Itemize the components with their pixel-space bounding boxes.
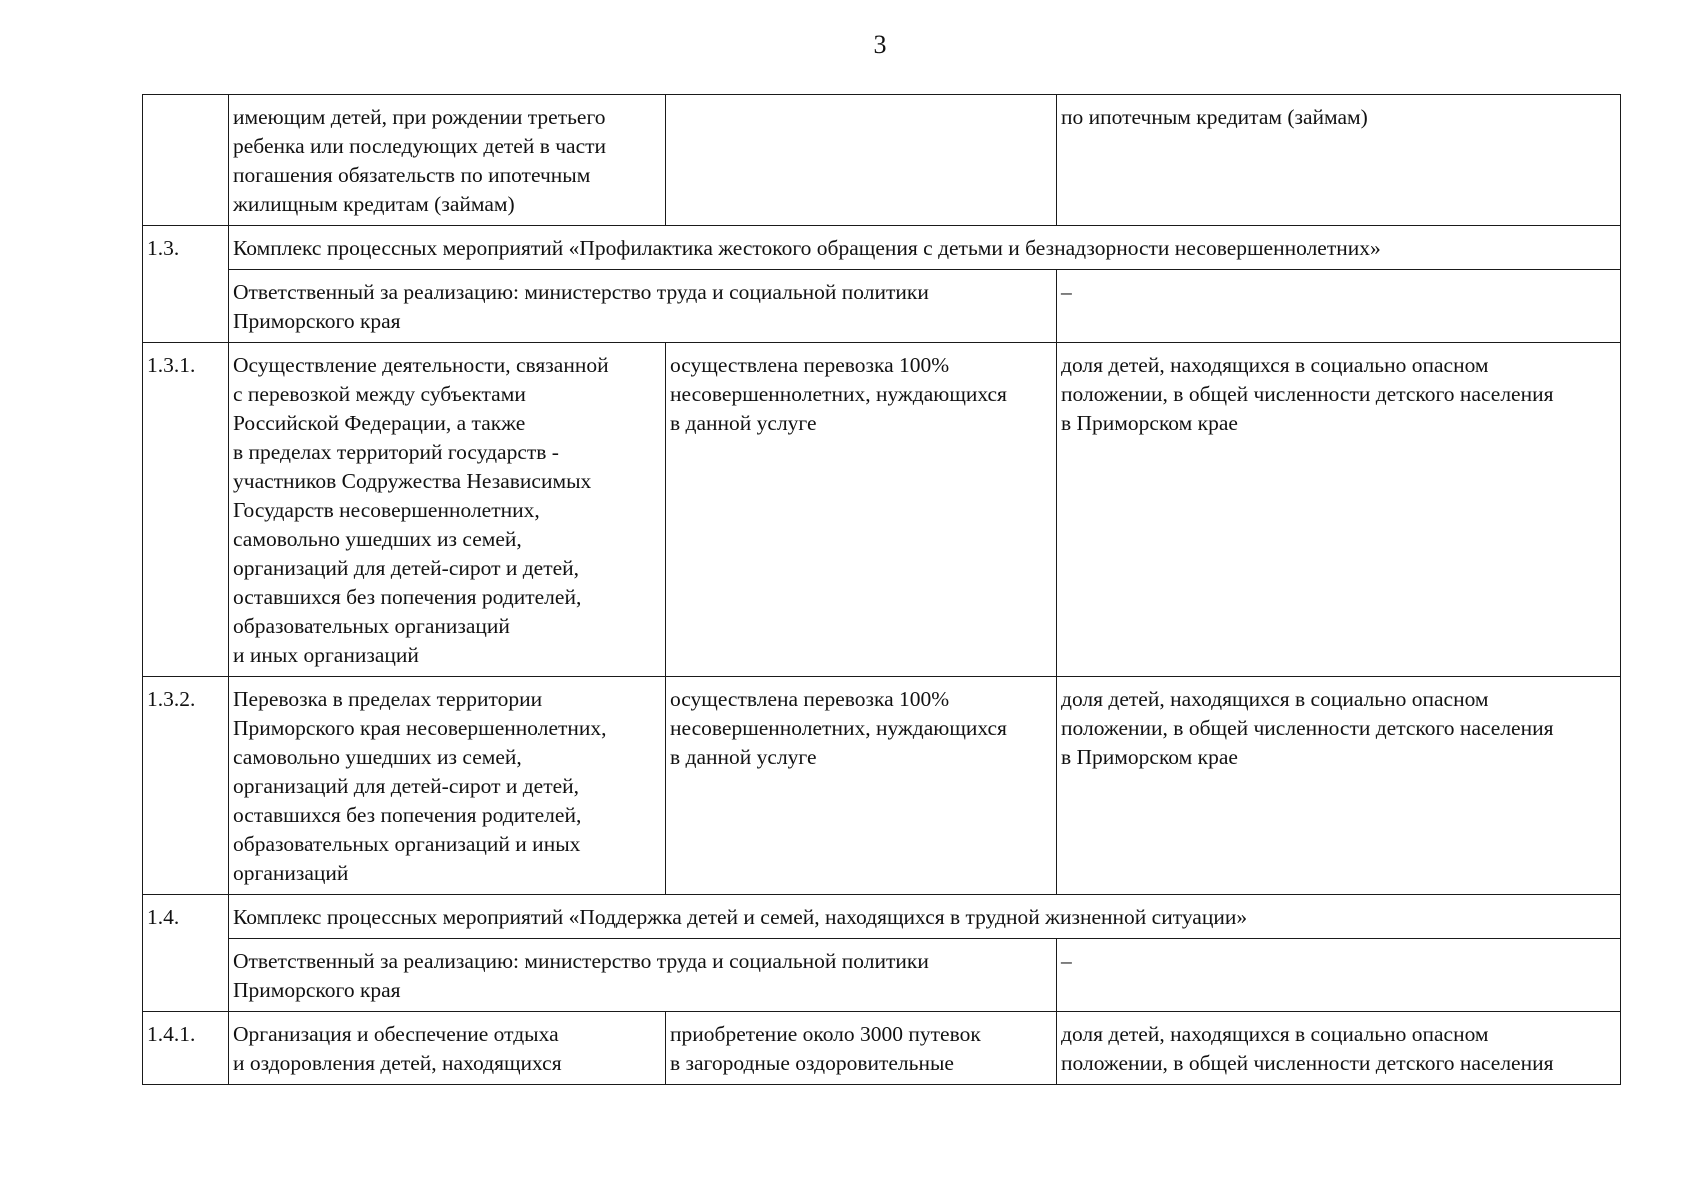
responsible-row bbox=[143, 270, 1621, 343]
task-cell: имеющим детей, при рождении третьего ребенка или последующих детей в части погашения обязательств по ипотечным жилищным кредитам (займам) bbox=[229, 95, 666, 226]
responsible-cell: Ответственный за реализацию: министерство труда и социальной политики Приморского края bbox=[229, 939, 1057, 1012]
section-row bbox=[143, 895, 1621, 939]
section-number: 1.4. bbox=[143, 895, 229, 1012]
indicator-cell: по ипотечным кредитам (займам) bbox=[1057, 95, 1621, 226]
indicator-cell: доля детей, находящихся в социально опасном положении, в общей численности детского населения в Приморском крае bbox=[1057, 343, 1621, 677]
program-table bbox=[142, 94, 1621, 1085]
task-cell: Перевозка в пределах территории Приморского края несовершеннолетних, самовольно ушедших из семей, организаций для детей-сирот и детей, оставшихся без попечения родителей, образовательных организаций и иных организаций bbox=[229, 677, 666, 895]
row-number bbox=[143, 95, 229, 226]
section-title: Комплекс процессных мероприятий «Профилактика жестокого обращения с детьми и безнадзорности несовершеннолетних» bbox=[229, 226, 1621, 270]
result-cell bbox=[666, 95, 1057, 226]
section-title: Комплекс процессных мероприятий «Поддержка детей и семей, находящихся в трудной жизненной ситуации» bbox=[229, 895, 1621, 939]
responsible-row bbox=[143, 939, 1621, 1012]
task-cell: Осуществление деятельности, связанной с перевозкой между субъектами Российской Федерации, а также в пределах территорий государств - участников Содружества Независимых Государств несовершеннолетних, самовольно ушедших из семей, организаций для детей-сирот и детей, оставшихся без попечения родителей, образовательных организаций и иных организаций bbox=[229, 343, 666, 677]
responsible-cell: Ответственный за реализацию: министерство труда и социальной политики Приморского края bbox=[229, 270, 1057, 343]
result-cell: осуществлена перевозка 100% несовершеннолетних, нуждающихся в данной услуге bbox=[666, 677, 1057, 895]
section-number: 1.3. bbox=[143, 226, 229, 343]
table-row bbox=[143, 1012, 1621, 1085]
responsible-extra-cell: – bbox=[1057, 270, 1621, 343]
result-cell: осуществлена перевозка 100% несовершеннолетних, нуждающихся в данной услуге bbox=[666, 343, 1057, 677]
responsible-extra-cell: – bbox=[1057, 939, 1621, 1012]
page-number: 3 bbox=[873, 30, 887, 59]
table-row bbox=[143, 343, 1621, 677]
section-row bbox=[143, 226, 1621, 270]
task-cell: Организация и обеспечение отдыха и оздоровления детей, находящихся bbox=[229, 1012, 666, 1085]
row-number: 1.3.1. bbox=[143, 343, 229, 677]
table-row bbox=[143, 95, 1621, 226]
table-row bbox=[143, 677, 1621, 895]
row-number: 1.3.2. bbox=[143, 677, 229, 895]
row-number: 1.4.1. bbox=[143, 1012, 229, 1085]
indicator-cell: доля детей, находящихся в социально опасном положении, в общей численности детского населения в Приморском крае bbox=[1057, 677, 1621, 895]
result-cell: приобретение около 3000 путевок в загородные оздоровительные bbox=[666, 1012, 1057, 1085]
indicator-cell: доля детей, находящихся в социально опасном положении, в общей численности детского населения bbox=[1057, 1012, 1621, 1085]
